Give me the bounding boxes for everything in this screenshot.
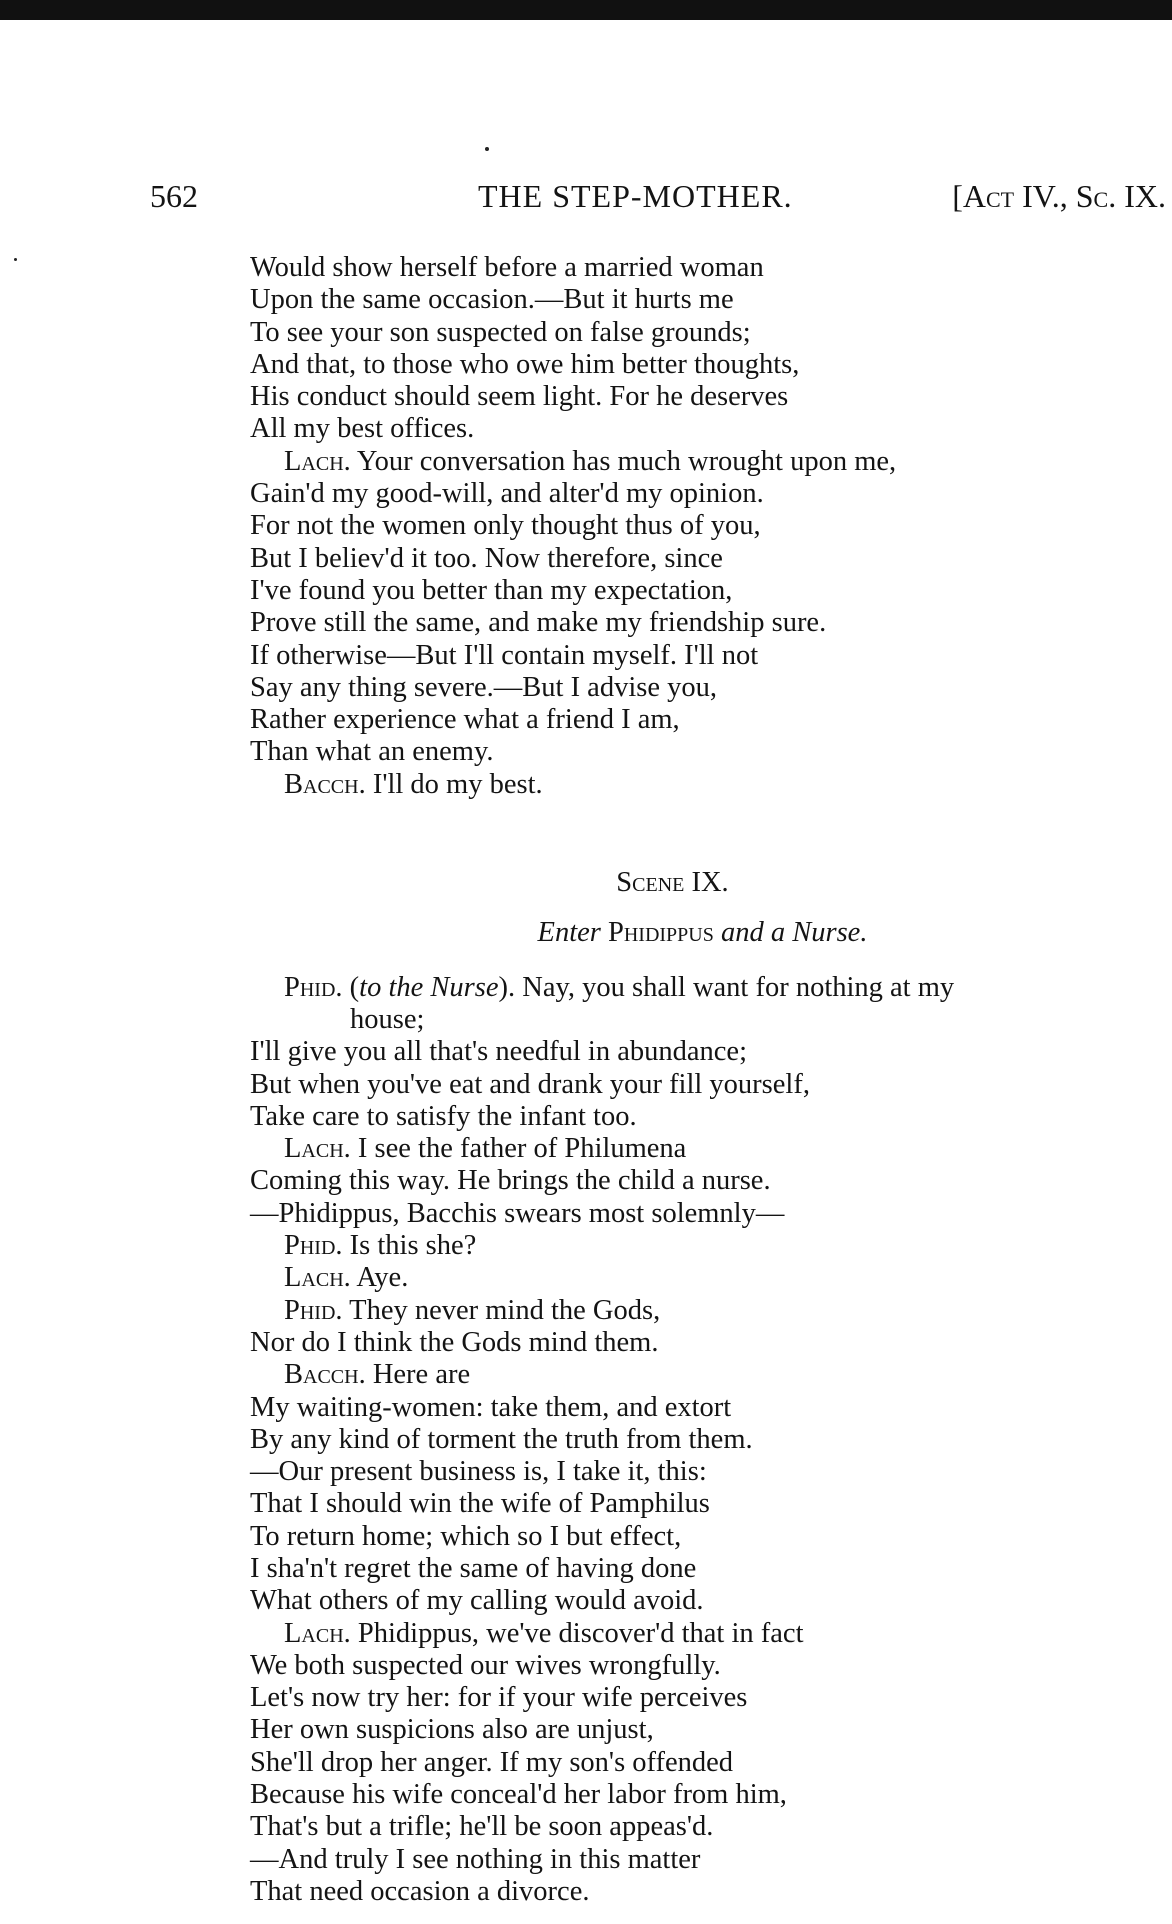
speech-line: Lach. I see the father of Philumena [284, 1133, 687, 1165]
scene-heading: Scene IX. [616, 867, 729, 899]
speaker-name: Phid. [284, 1294, 343, 1326]
speaker-name: Phid. [284, 971, 343, 1003]
speaker-name: Lach. [284, 445, 351, 477]
speaker-name: Bacch. [284, 768, 366, 800]
verse-line: I sha'n't regret the same of having done [250, 1552, 697, 1584]
verse-line: My waiting-women: take them, and extort [250, 1391, 732, 1423]
verse-line: That I should win the wife of Pamphilus [250, 1488, 710, 1520]
ink-speck [14, 258, 17, 261]
verse-line: Gain'd my good-will, and alter'd my opinion. [250, 478, 764, 510]
verse-line: To return home; which so I but effect, [250, 1520, 682, 1552]
verse-line: To see your son suspected on false grounds; [250, 316, 751, 348]
page-header [150, 178, 1170, 218]
verse-line: Rather experience what a friend I am, [250, 704, 680, 736]
verse-line: Upon the same occasion.—But it hurts me [250, 284, 734, 316]
page-body [250, 252, 1165, 1908]
stage-direction: Enter Phidippus and a Nurse. [537, 917, 868, 949]
scan-edge [0, 0, 1172, 20]
ink-speck [485, 147, 489, 151]
verse-line: house; [350, 1003, 425, 1035]
verse-line: What others of my calling would avoid. [250, 1585, 704, 1617]
verse-line: That's but a trifle; he'll be soon appeas'd. [250, 1811, 714, 1843]
verse-line: Let's now try her: for if your wife perceives [250, 1682, 748, 1714]
speech-line: Bacch. I'll do my best. [284, 768, 543, 800]
verse-line: But when you've eat and drank your fill yourself, [250, 1068, 810, 1100]
speech-line: Lach. Your conversation has much wrought upon me, [284, 445, 897, 477]
page-number: 562 [150, 178, 198, 214]
verse-line: —And truly I see nothing in this matter [250, 1843, 701, 1875]
verse-line: Would show herself before a married woman [250, 252, 764, 283]
verse-line: That need occasion a divorce. [250, 1875, 590, 1907]
verse-line: —Phidippus, Bacchis swears most solemnly— [250, 1197, 785, 1229]
verse-line: By any kind of torment the truth from them. [250, 1423, 753, 1455]
verse-line: If otherwise—But I'll contain myself. I'll not [250, 639, 759, 671]
speaker-name: Phid. [284, 1230, 343, 1262]
verse-line: Prove still the same, and make my friendship sure. [250, 607, 827, 639]
verse-line: Because his wife conceal'd her labor from him, [250, 1779, 787, 1811]
verse-line: For not the women only thought thus of you, [250, 510, 761, 542]
speech-line: Phid. Is this she? [284, 1230, 477, 1262]
speech-line: Lach. Phidippus, we've discover'd that in fact [284, 1617, 804, 1649]
verse-line: We both suspected our wives wrongfully. [250, 1649, 721, 1681]
verse-line: I'll give you all that's needful in abundance; [250, 1036, 747, 1068]
verse-line: —Our present business is, I take it, this: [250, 1456, 707, 1488]
verse-line: Nor do I think the Gods mind them. [250, 1326, 659, 1358]
verse-line: But I believ'd it too. Now therefore, since [250, 542, 723, 574]
verse-line: Say any thing severe.—But I advise you, [250, 671, 717, 703]
verse-line: And that, to those who owe him better thoughts, [250, 348, 800, 380]
verse-line: Her own suspicions also are unjust, [250, 1714, 654, 1746]
speaker-name: Lach. [284, 1133, 351, 1165]
verse-line: His conduct should seem light. For he deserves [250, 381, 789, 413]
verse-line: Coming this way. He brings the child a nurse. [250, 1165, 771, 1197]
speaker-name: Lach. [284, 1262, 351, 1294]
section-1 [250, 252, 1165, 801]
verse-line: Take care to satisfy the infant too. [250, 1100, 637, 1132]
verse-line: Than what an enemy. [250, 736, 494, 768]
speech-line: Lach. Aye. [284, 1262, 409, 1294]
speech-line: Phid. They never mind the Gods, [284, 1294, 661, 1326]
verse-line: She'll drop her anger. If my son's offended [250, 1746, 734, 1778]
verse-line: I've found you better than my expectation, [250, 574, 733, 606]
speaker-name: Lach. [284, 1617, 351, 1649]
verse-line: All my best offices. [250, 413, 475, 445]
speech-line: Bacch. Here are [284, 1359, 471, 1391]
section-2 [250, 972, 1165, 1909]
speech-line: Phid. (to the Nurse). Nay, you shall want for nothing at my [284, 971, 955, 1003]
act-scene-reference: [Act IV., Sc. IX. [952, 178, 1166, 214]
stage-aside: to the Nurse [359, 971, 499, 1003]
running-title: THE STEP-MOTHER. [478, 178, 793, 214]
speaker-name: Bacch. [284, 1359, 366, 1391]
